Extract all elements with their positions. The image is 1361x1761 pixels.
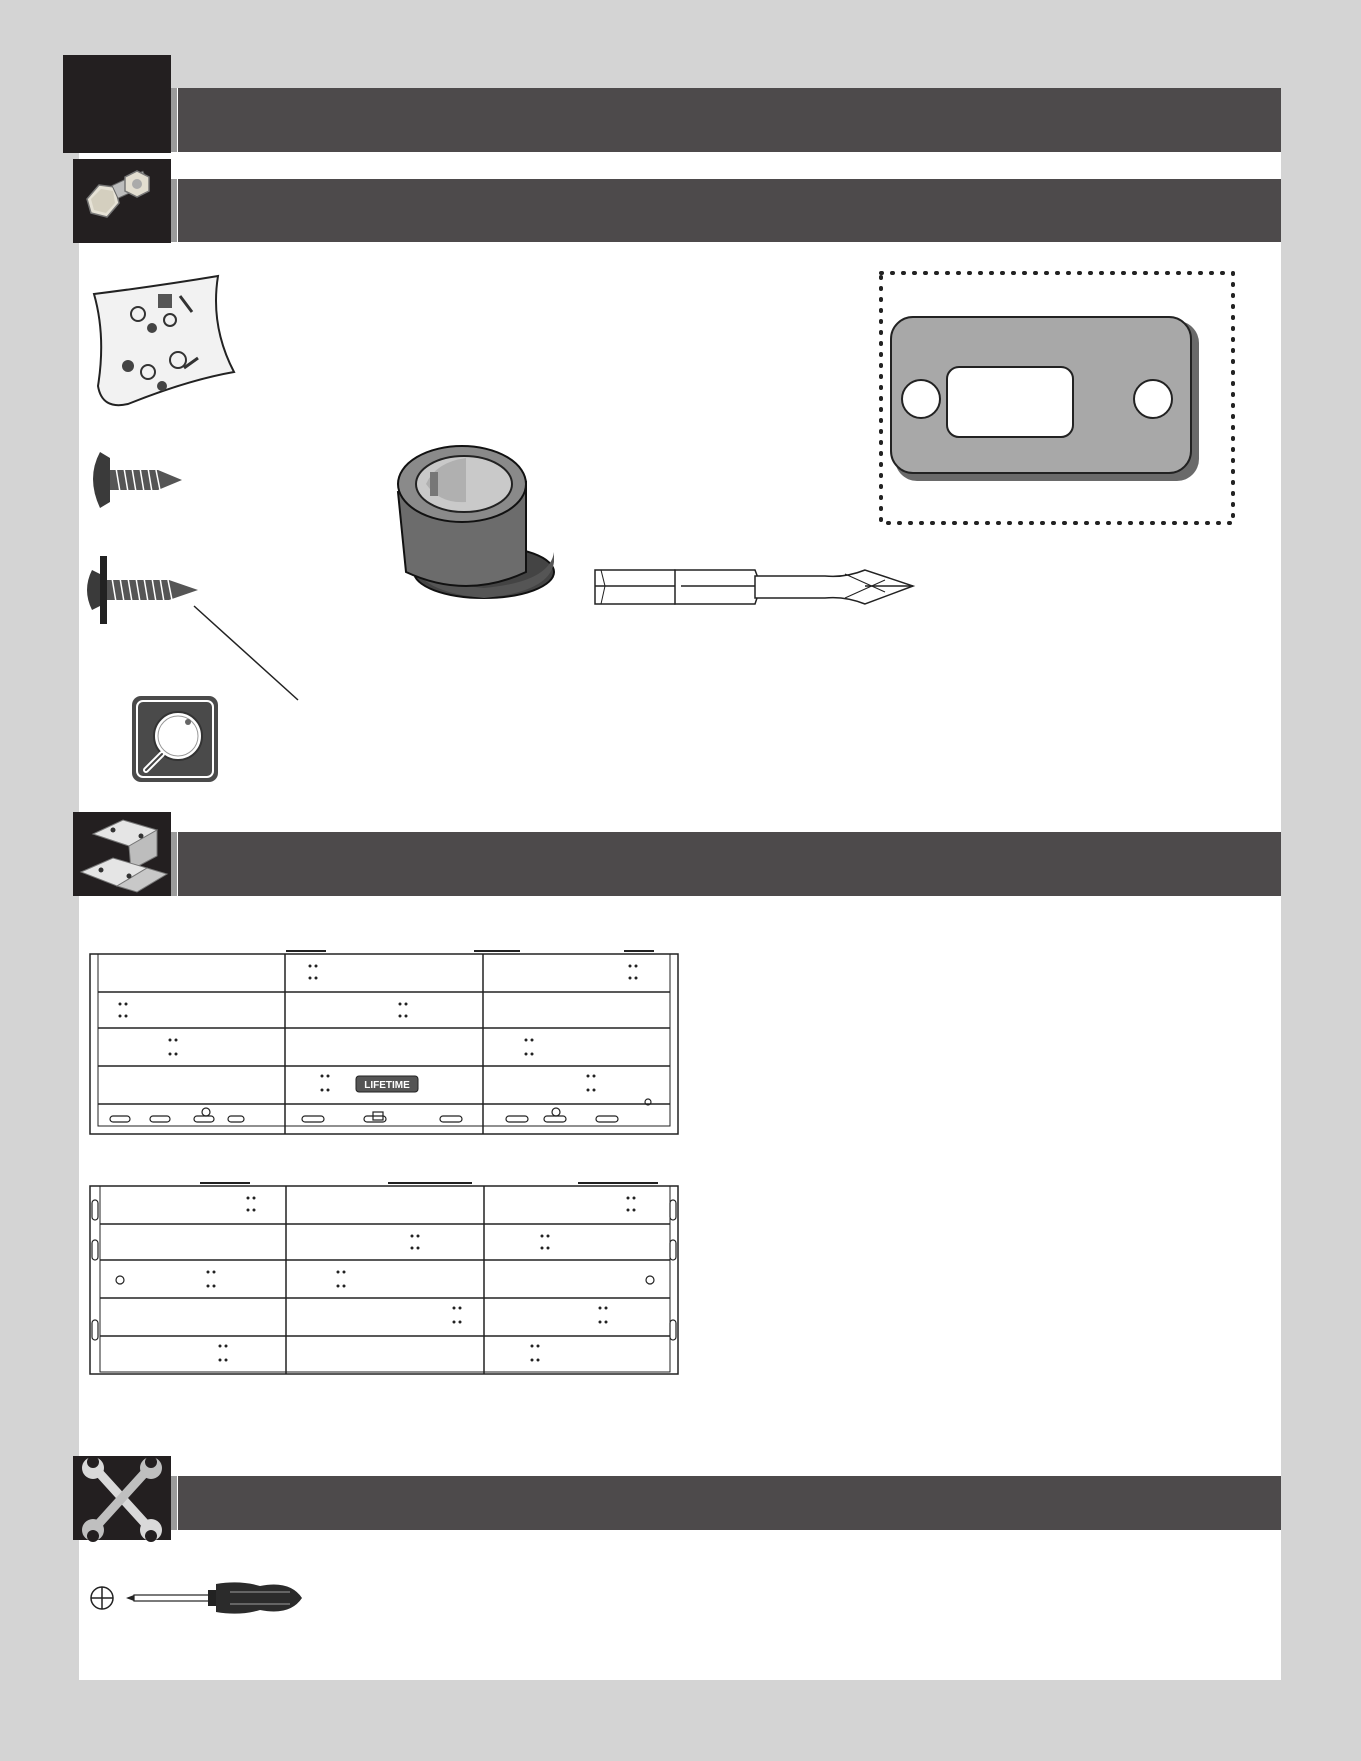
screwdriver-icon [90, 1578, 304, 1618]
tools-section-icon-box [73, 1456, 171, 1540]
hardware-section-icon-box [73, 159, 171, 243]
hardware-bar-accent [171, 179, 177, 242]
tools-header-bar [178, 1476, 1281, 1530]
parts-bar-accent [171, 832, 177, 896]
svg-text:LIFETIME: LIFETIME [364, 1080, 410, 1091]
parts-header-bar [178, 832, 1281, 896]
driver-bit-icon [595, 566, 915, 608]
magnifier-callout-box [132, 696, 218, 782]
panel-bottom [88, 1180, 682, 1378]
truss-head-screw-icon [86, 450, 186, 510]
hardware-bag-icon [88, 276, 236, 414]
nut-bolt-icon [73, 159, 171, 243]
washer-head-screw-icon [82, 556, 204, 624]
parts-section-icon-box [73, 812, 171, 896]
wrench-icon [73, 1456, 171, 1540]
step-bar-accent [171, 88, 177, 152]
panel-top [88, 948, 682, 1138]
strike-plate-frame [879, 271, 1235, 525]
bushing-icon [396, 442, 560, 608]
hardware-header-bar [178, 179, 1281, 242]
leader-line [194, 606, 300, 702]
magnifier-icon [132, 696, 218, 782]
step-header-bar [178, 88, 1281, 152]
step-number-box [63, 55, 171, 153]
bracket-icon [73, 812, 171, 896]
panel-logo [356, 1076, 418, 1092]
plate-icon [891, 317, 1199, 481]
tools-bar-accent [171, 1476, 177, 1530]
